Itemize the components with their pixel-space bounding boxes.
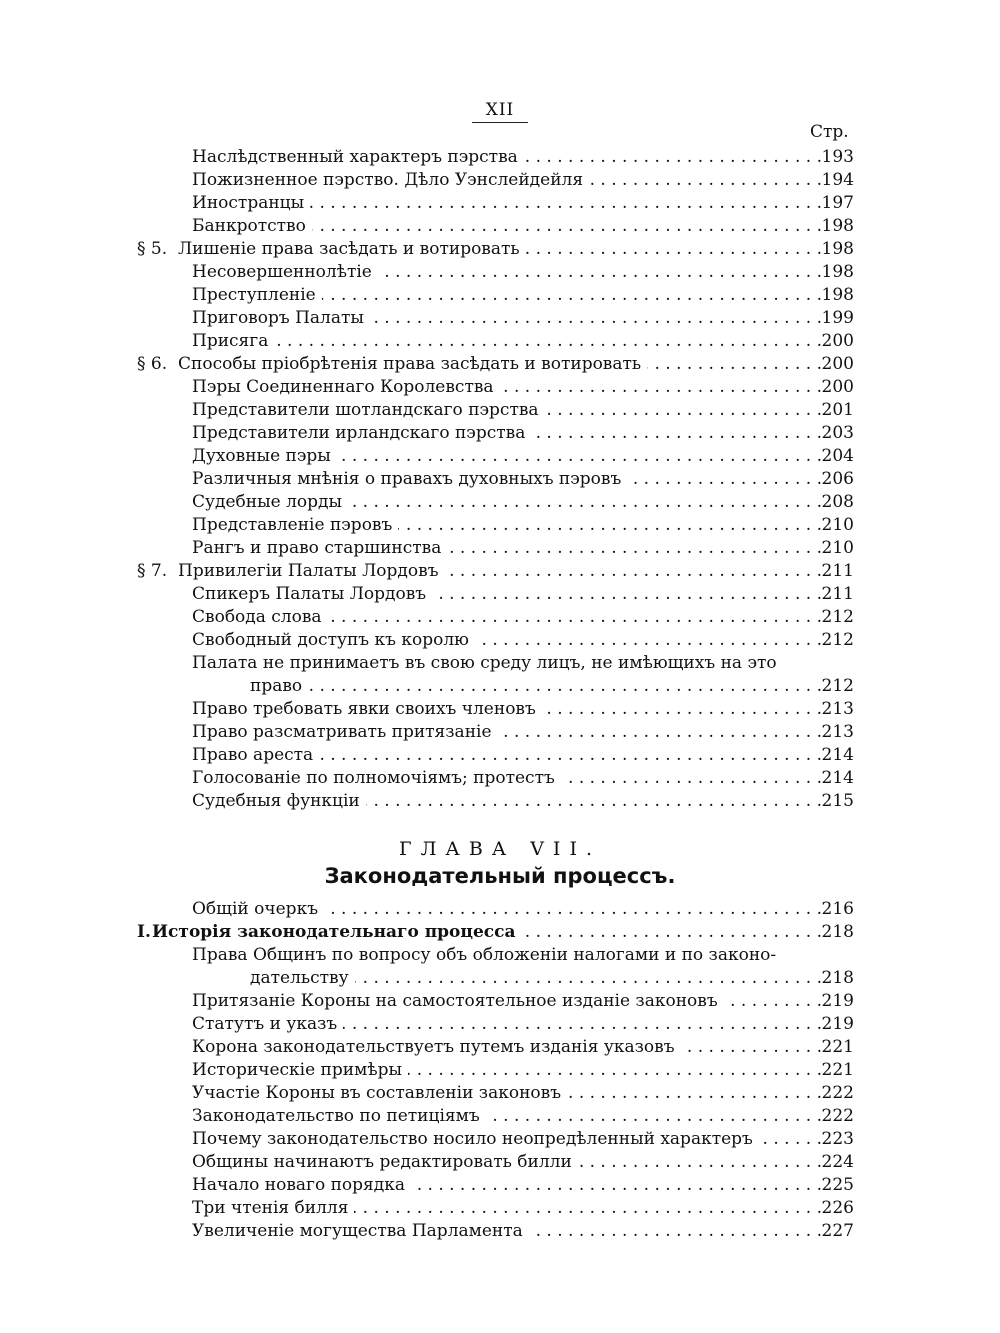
toc-entry: [0, 1174, 1000, 1197]
toc-entry-title: Пожизненное пэрство. Дѣло Уэнслейдейля: [192, 170, 584, 190]
toc-entry-title: Представители ирландскаго пэрства: [192, 423, 526, 443]
toc-page-number: 218: [821, 968, 854, 988]
toc-entry: [0, 537, 1000, 560]
toc-entry-title: Право разсматривать притязаніе: [192, 722, 492, 742]
toc-page-number: 221: [821, 1037, 854, 1057]
toc-page-number: 203: [821, 423, 854, 443]
toc-section-number: § 7.: [137, 561, 168, 581]
toc-entry-title: Историческіе примѣры: [192, 1060, 402, 1080]
toc-entry-title: Пэры Соединеннаго Королевства: [192, 377, 494, 397]
toc-entry-title: Способы пріобрѣтенія права засѣдать и вотировать: [178, 354, 642, 374]
toc-section-number: I.: [137, 922, 151, 942]
toc-leader-dots: [475, 629, 822, 652]
toc-entry: [0, 468, 1000, 491]
toc-leader-dots: [411, 1174, 822, 1197]
toc-leader-dots: [274, 330, 822, 353]
toc-entry: [0, 238, 1000, 261]
toc-entry-title: Исторія законодательнаго процесса: [152, 922, 516, 942]
chapter-label: ГЛАВА VII.: [399, 838, 601, 860]
toc-leader-dots: [378, 261, 822, 284]
toc-entry-title: Иностранцы: [192, 193, 305, 213]
toc-entry-title: право: [250, 676, 303, 696]
toc-leader-dots: [498, 721, 822, 744]
toc-entry-title: Почему законодательство носило неопредѣленный характеръ: [192, 1129, 753, 1149]
toc-entry-title: Лишеніе права засѣдать и вотировать: [178, 239, 520, 259]
toc-entry-title: Голосованіе по полномочіямъ; протестъ: [192, 768, 555, 788]
toc-leader-dots: [447, 537, 822, 560]
toc-section-number: § 6.: [137, 354, 168, 374]
toc-entry-title: Палата не принимаетъ въ свою среду лицъ, не имѣющихъ на это: [192, 653, 777, 673]
toc-entry-title: Представленіе пэровъ: [192, 515, 393, 535]
toc-entry-title: Статутъ и указъ: [192, 1014, 338, 1034]
toc-entry: [0, 1036, 1000, 1059]
toc-entry: [0, 399, 1000, 422]
toc-page-number: 198: [821, 262, 854, 282]
toc-page-number: 210: [821, 515, 854, 535]
toc-leader-dots: [348, 491, 822, 514]
toc-leader-dots: [500, 376, 822, 399]
toc-entry-title: Наслѣдственный характеръ пэрства: [192, 147, 518, 167]
toc-page-number: 221: [821, 1060, 854, 1080]
toc-entry-title: Начало новаго порядка: [192, 1175, 405, 1195]
toc-entry-title: Общины начинаютъ редактировать билли: [192, 1152, 572, 1172]
toc-leader-dots: [322, 284, 822, 307]
toc-leader-dots: [681, 1036, 822, 1059]
toc-page-number: 215: [821, 791, 854, 811]
toc-entry-title: Несовершеннолѣтіе: [192, 262, 372, 282]
toc-page-number: 222: [821, 1106, 854, 1126]
toc-entry-title: дательству: [250, 968, 349, 988]
toc-entry: [0, 1197, 1000, 1220]
toc-entry-title: Свобода слова: [192, 607, 322, 627]
toc-page-number: 222: [821, 1083, 854, 1103]
toc-entry: [0, 169, 1000, 192]
toc-page-number: 225: [821, 1175, 854, 1195]
toc-leader-dots: [531, 422, 822, 445]
toc-entry-title: Свободный доступъ къ королю: [192, 630, 469, 650]
toc-entry: [0, 514, 1000, 537]
toc-leader-dots: [561, 767, 822, 790]
toc-entry-title: Спикеръ Палаты Лордовъ: [192, 584, 427, 604]
toc-page-number: 216: [821, 899, 854, 919]
toc-page-number: 206: [821, 469, 854, 489]
toc-entry: [0, 698, 1000, 721]
toc-leader-dots: [312, 215, 822, 238]
toc-entry: [0, 491, 1000, 514]
toc-leader-dots: [337, 445, 822, 468]
toc-section-b: [0, 898, 1000, 1243]
toc-entry-title: Увеличеніе могущества Парламента: [192, 1221, 523, 1241]
toc-leader-dots: [370, 307, 822, 330]
toc-section-number: § 5.: [137, 239, 168, 259]
toc-entry: [0, 721, 1000, 744]
toc-page-number: 224: [821, 1152, 854, 1172]
toc-page-number: 193: [821, 147, 854, 167]
toc-leader-dots: [432, 583, 822, 606]
toc-leader-dots: [526, 238, 822, 261]
toc-entry: [0, 215, 1000, 238]
toc-entry: [0, 445, 1000, 468]
toc-page-number: 212: [821, 676, 854, 696]
toc-entry: [0, 1013, 1000, 1036]
toc-leader-dots: [542, 698, 822, 721]
toc-entry-title: Представители шотландскаго пэрства: [192, 400, 539, 420]
toc-entry: [0, 376, 1000, 399]
toc-page-number: 198: [821, 239, 854, 259]
page-column-label: Стр.: [810, 122, 849, 142]
toc-page-number: 201: [821, 400, 854, 420]
toc-entry-title: Притязаніе Короны на самостоятельное изданіе законовъ: [192, 991, 718, 1011]
toc-leader-dots: [343, 1013, 822, 1036]
toc-page-number: 226: [821, 1198, 854, 1218]
toc-entry-title: Рангъ и право старшинства: [192, 538, 442, 558]
toc-leader-dots: [567, 1082, 822, 1105]
page-number-rule: [472, 122, 528, 123]
toc-page-number: 198: [821, 285, 854, 305]
toc-leader-dots: [408, 1059, 822, 1082]
toc-entry-title: Право требовать явки своихъ членовъ: [192, 699, 536, 719]
toc-page-number: 200: [821, 377, 854, 397]
toc-entry-title: Судебные лорды: [192, 492, 343, 512]
toc-page-number: 219: [821, 1014, 854, 1034]
page-number-text: XII: [485, 100, 515, 120]
toc-entry-title: Духовные пэры: [192, 446, 331, 466]
toc-entry-title: Право ареста: [192, 745, 314, 765]
toc-entry: [0, 898, 1000, 921]
toc-leader-dots: [724, 990, 822, 1013]
toc-entry: [0, 1220, 1000, 1243]
toc-page-number: 200: [821, 354, 854, 374]
toc-entry: [0, 330, 1000, 353]
toc-page-number: 213: [821, 722, 854, 742]
toc-page-number: 218: [821, 922, 854, 942]
toc-page-number: 212: [821, 630, 854, 650]
toc-entry: [0, 629, 1000, 652]
toc-entry: [0, 284, 1000, 307]
toc-leader-dots: [319, 744, 822, 767]
toc-leader-dots: [578, 1151, 822, 1174]
toc-entry: [0, 307, 1000, 330]
toc-entry: [0, 261, 1000, 284]
toc-leader-dots: [529, 1220, 822, 1243]
toc-entry-title: Банкротство: [192, 216, 306, 236]
toc-page-number: 200: [821, 331, 854, 351]
toc-entry: [0, 583, 1000, 606]
toc-entry-title: Права Общинъ по вопросу объ обложеніи налогами и по законо-: [192, 945, 777, 965]
toc-entry: [0, 1151, 1000, 1174]
toc-page-number: 197: [821, 193, 854, 213]
toc-entry-title: Законодательство по петиціямъ: [192, 1106, 480, 1126]
toc-entry-title: Приговоръ Палаты: [192, 308, 364, 328]
toc-leader-dots: [545, 399, 822, 422]
toc-page-number: 210: [821, 538, 854, 558]
toc-entry: [0, 744, 1000, 767]
toc-leader-dots: [310, 192, 822, 215]
toc-section-a: [0, 146, 1000, 813]
toc-leader-dots: [486, 1105, 822, 1128]
toc-leader-dots: [366, 790, 822, 813]
toc-leader-dots: [398, 514, 822, 537]
toc-page-number: 208: [821, 492, 854, 512]
toc-entry: [0, 675, 1000, 698]
toc-page-number: 212: [821, 607, 854, 627]
toc-leader-dots: [308, 675, 822, 698]
toc-entry: [0, 990, 1000, 1013]
toc-entry-title: Корона законодательствуетъ путемъ изданія указовъ: [192, 1037, 675, 1057]
toc-entry: [0, 353, 1000, 376]
toc-entry-title: Различныя мнѣнія о правахъ духовныхъ пэровъ: [192, 469, 622, 489]
toc-leader-dots: [354, 1197, 822, 1220]
toc-entry-title: Судебныя функціи: [192, 791, 360, 811]
toc-page-number: 223: [821, 1129, 854, 1149]
toc-leader-dots: [589, 169, 822, 192]
toc-entry-title: Присяга: [192, 331, 269, 351]
toc-entry-title: Участіе Короны въ составленіи законовъ: [192, 1083, 562, 1103]
toc-entry: [0, 767, 1000, 790]
toc-leader-dots: [627, 468, 822, 491]
toc-entry: [0, 1082, 1000, 1105]
toc-entry: [0, 606, 1000, 629]
toc-page-number: 199: [821, 308, 854, 328]
toc-leader-dots: [759, 1128, 822, 1151]
toc-page-number: 213: [821, 699, 854, 719]
toc-entry-title: Общій очеркъ: [192, 899, 319, 919]
toc-entry: [0, 944, 1000, 967]
toc-entry-title: Привилегіи Палаты Лордовъ: [178, 561, 439, 581]
toc-page-number: 194: [821, 170, 854, 190]
toc-page-number: 219: [821, 991, 854, 1011]
toc-entry: [0, 967, 1000, 990]
toc-page-number: 198: [821, 216, 854, 236]
toc-entry: [0, 790, 1000, 813]
page-number: [0, 100, 1000, 123]
toc-page-number: 204: [821, 446, 854, 466]
toc-page-number: 211: [821, 561, 854, 581]
toc-page-number: 214: [821, 768, 854, 788]
toc-entry: [0, 921, 1000, 944]
toc-entry: [0, 652, 1000, 675]
toc-entry: [0, 1059, 1000, 1082]
chapter-title: Законодательный процессъ.: [324, 864, 676, 888]
toc-entry-title: Три чтенія билля: [192, 1198, 349, 1218]
toc-leader-dots: [324, 898, 822, 921]
toc-page-number: 211: [821, 584, 854, 604]
toc-leader-dots: [524, 146, 822, 169]
toc-entry: [0, 146, 1000, 169]
toc-entry: [0, 560, 1000, 583]
toc-leader-dots: [521, 921, 822, 944]
toc-entry-title: Преступленіе: [192, 285, 316, 305]
toc-entry: [0, 422, 1000, 445]
toc-entry: [0, 1105, 1000, 1128]
toc-leader-dots: [355, 967, 822, 990]
toc-leader-dots: [445, 560, 822, 583]
toc-leader-dots: [647, 353, 822, 376]
toc-entry: [0, 1128, 1000, 1151]
toc-leader-dots: [328, 606, 822, 629]
toc-entry: [0, 192, 1000, 215]
toc-page-number: 214: [821, 745, 854, 765]
toc-page-number: 227: [821, 1221, 854, 1241]
